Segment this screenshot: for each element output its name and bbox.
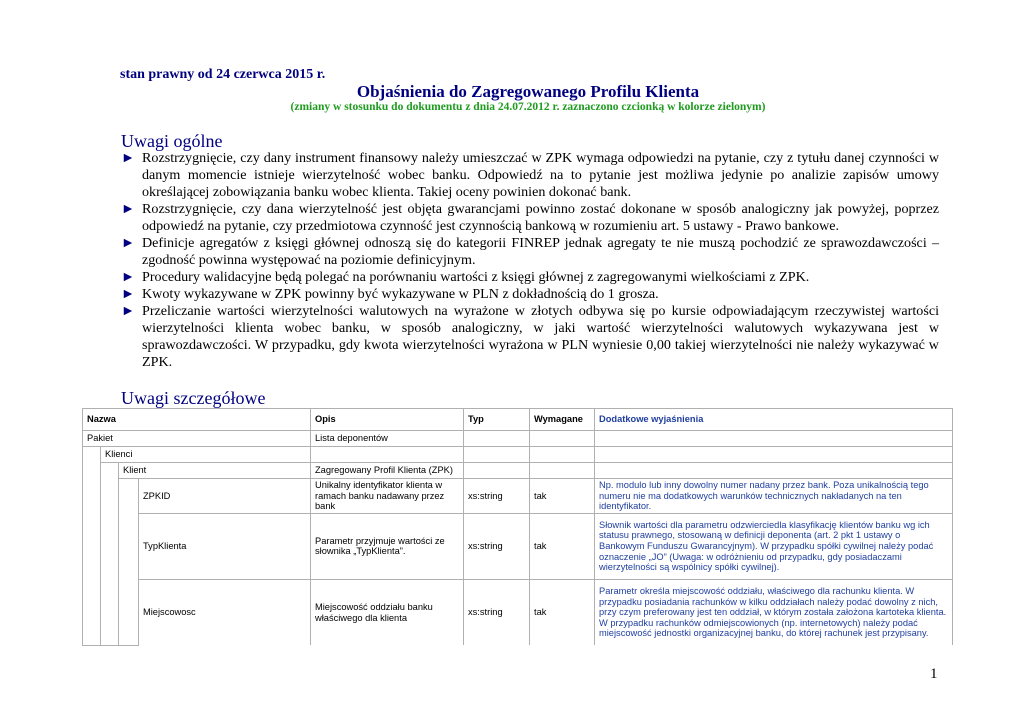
column-header-notes: Dodatkowe wyjaśnienia (595, 409, 953, 431)
cell-notes (595, 431, 953, 447)
column-header-description: Opis (311, 409, 464, 431)
cell-description: Parametr przyjmuje wartości ze słownika „TypKlienta”. (311, 513, 464, 579)
cell-type: xs:string (464, 513, 530, 579)
cell-notes: Np. modulo lub inny dowolny numer nadany przez bank. Poza unikalnością tego numeru nie ma dodatkowych warunków technicznych nakładanych na ten identyfikator. (595, 479, 953, 514)
cell-name: Miejscowosc (139, 579, 311, 645)
cell-type (464, 447, 530, 463)
cell-description (311, 447, 464, 463)
cell-description: Unikalny identyfikator klienta w ramach banku nadawany przez bank (311, 479, 464, 514)
list-item: ► Definicje agregatów z księgi głównej odnoszą się do kategorii FINREP jednak agregaty te nie muszą pochodzić ze sprawozdawczości – zgodność powinna występować na poziomie definicyjnym. (121, 235, 939, 268)
cell-type (464, 463, 530, 479)
indent-gutter (101, 463, 119, 646)
table-row (83, 479, 953, 514)
list-item: ► Przeliczanie wartości wierzytelności walutowych na wyrażone w złotych odbywa się po kursie odpowiadającym rzeczywistej wartości wierzytelności klienta wobec banku, w sposób analogiczny, w jaki wartość wierzytelności walutowych wykazywana jest w sprawozdawczości. W przypadku, gdy kwota wierzytelności wyrażona w PLN wyniesie 0,00 takiej wierzytelności nie należy wykazywać w ZPK. (121, 303, 939, 370)
table-row (83, 431, 953, 447)
triangle-bullet-icon: ► (121, 269, 135, 285)
cell-name: Pakiet (83, 431, 311, 447)
list-item: ► Kwoty wykazywane w ZPK powinny być wykazywane w PLN z dokładnością do 1 grosza. (121, 286, 659, 302)
table-row (83, 513, 953, 579)
cell-name: Klienci (101, 447, 311, 463)
cell-type: xs:string (464, 579, 530, 645)
indent-gutter (83, 447, 101, 646)
cell-notes (595, 447, 953, 463)
general-remarks-heading: Uwagi ogólne (121, 131, 223, 151)
document-title: Objaśnienia do Zagregowanego Profilu Klienta (356, 82, 700, 101)
page-number: 1 (930, 666, 938, 682)
document-subtitle: (zmiany w stosunku do dokumentu z dnia 24.07.2012 r. zaznaczono czcionką w kolorze zielonym) (290, 101, 766, 113)
cell-type (464, 431, 530, 447)
cell-description: Zagregowany Profil Klienta (ZPK) (311, 463, 464, 479)
indent-gutter (119, 479, 139, 646)
cell-name: Klient (119, 463, 311, 479)
list-item: ► Rozstrzygnięcie, czy dana wierzytelność jest objęta gwarancjami powinno zostać dokonane w sposób analogiczny jak powyżej, poprzez odpowiedź na pytanie, czy przedmiotowa czynność jest czynnością bankową w rozumieniu art. 5 ustawy - Prawo bankowe. (121, 201, 939, 234)
list-item: ► Procedury walidacyjne będą polegać na porównaniu wartości z księgi głównej z zagregowanymi wielkościami z ZPK. (121, 269, 810, 285)
triangle-bullet-icon: ► (121, 201, 135, 217)
cell-required: tak (530, 513, 595, 579)
detailed-remarks-heading: Uwagi szczegółowe (121, 388, 266, 408)
triangle-bullet-icon: ► (121, 286, 135, 302)
table-row (83, 447, 953, 463)
legal-state-date: stan prawny od 24 czerwca 2015 r. (120, 67, 326, 82)
column-header-type: Typ (464, 409, 530, 431)
table-row (83, 579, 953, 645)
general-remarks-list (121, 150, 939, 371)
cell-notes: Parametr określa miejscowość oddziału, właściwego dla rachunku klienta. W przypadku posiadania rachunków w kilku oddziałach należy podać dowolny z nich, przy czym preferowany jest ten oddział, w którym została założona kartoteka klienta. W przypadku rachunków odmiejscowionych (np. internetowych) należy podać miejscowość jednostki organizacyjnej banku, do której rachunek jest przypisany. (595, 579, 953, 645)
cell-description: Lista deponentów (311, 431, 464, 447)
cell-required (530, 447, 595, 463)
triangle-bullet-icon: ► (121, 150, 135, 166)
cell-required: tak (530, 579, 595, 645)
cell-notes (595, 463, 953, 479)
cell-notes: Słownik wartości dla parametru odzwierciedla klasyfikację klientów banku wg ich statusu prawnego, stosowaną w definicji deponenta (art. 2 pkt 1 ustawy o Bankowym Funduszu Gwarancyjnym). W przypadku spółki cywilnej należy podać oznaczenie „JO” (Uwaga: w odróżnieniu od przypadku, gdy posiadaczami wierzytelności są wspólnicy spółki cywilnej). (595, 513, 953, 579)
cell-name: TypKlienta (139, 513, 311, 579)
table-row (83, 463, 953, 479)
cell-required (530, 463, 595, 479)
cell-required (530, 431, 595, 447)
column-header-required: Wymagane (530, 409, 595, 431)
cell-name: ZPKID (139, 479, 311, 514)
triangle-bullet-icon: ► (121, 235, 135, 251)
detailed-remarks-table (82, 408, 953, 646)
column-header-name: Nazwa (83, 409, 311, 431)
cell-required: tak (530, 479, 595, 514)
table-header-row (83, 409, 953, 431)
list-item: ► Rozstrzygnięcie, czy dany instrument finansowy należy umieszczać w ZPK wymaga odpowiedzi na pytanie, czy z tytułu danej czynności w danym momencie istnieje wierzytelność wobec banku. Odpowiedź na to pytanie jest możliwa jedynie po analizie zapisów umowy określającej zobowiązania banku wobec klienta. Takiej oceny powinien dokonać bank. (121, 150, 939, 200)
cell-description: Miejscowość oddziału banku właściwego dla klienta (311, 579, 464, 645)
cell-type: xs:string (464, 479, 530, 514)
triangle-bullet-icon: ► (121, 303, 135, 319)
